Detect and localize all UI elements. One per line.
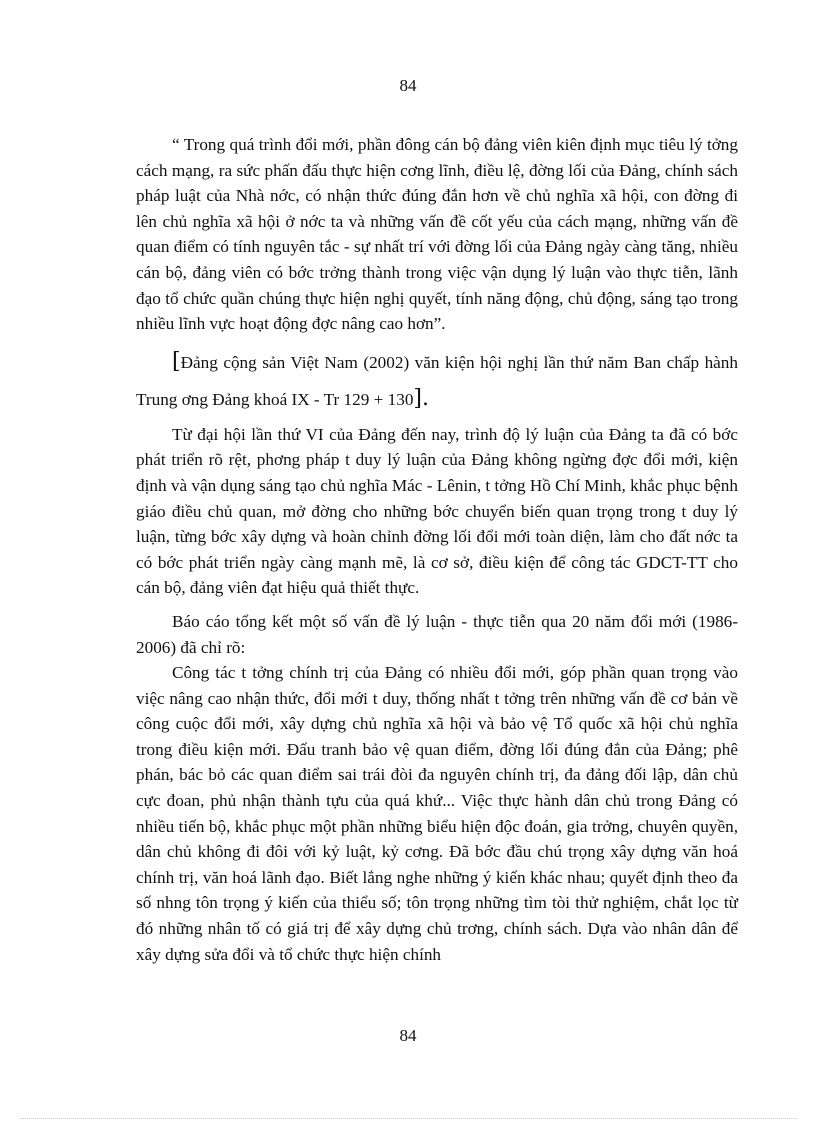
body-paragraph-4: Công tác t tởng chính trị của Đảng có nhiều đổi mới, góp phần quan trọng vào việc nâng cao nhận thức, đổi mới t duy, thống nhất t tởng trên những vấn đề cơ bản về công cuộc đổi mới, xây dựng chủ nghĩa xã hội và bảo vệ Tổ quốc xã hội chủ nghĩa trong điều kiện mới. Đấu tranh bảo vệ quan điểm, đờng lối đúng đắn của Đảng; phê phán, bác bỏ các quan điểm sai trái đòi đa nguyên chính trị, đa đảng đối lập, dân chủ cực đoan, phủ nhận thành tựu của quá khứ... Việc thực hành dân chủ trong Đảng có nhiều tiến bộ, khắc phục một phần những biểu hiện độc đoán, gia trởng, chuyên quyền, dân chủ không đi đôi với kỷ luật, kỷ cơng. Đã bớc đầu chú trọng xây dựng văn hoá chính trị, văn hoá lãnh đạo. Biết lắng nghe những ý kiến khác nhau; quyết định theo đa số nhng tôn trọng ý kiến của thiểu số; tôn trọng những tìm tòi thử nghiệm, chắt lọc từ đó những nhân tố có giá trị để xây dựng chủ trơng, chính sách. Dựa vào nhân dân để xây dựng sửa đổi và tổ chức thực hiện chính xyxy=(136,663,738,964)
citation-open-bracket: [ xyxy=(172,348,181,374)
page-divider xyxy=(20,1118,796,1119)
page-number-bottom: 84 xyxy=(399,1026,417,1045)
quote-paragraph: “ Trong quá trình đổi mới, phần đông cán bộ đảng viên kiên định mục tiêu lý tởng cách mạng, ra sức phấn đấu thực hiện cơng lĩnh, điều lệ, đờng lối của Đảng, chính sách pháp luật của Nhà nớc, có nhận thức đúng đắn hơn về chủ nghĩa xã hội, con đờng đi lên chủ nghĩa xã hội ở nớc ta và những vấn đề cốt yếu của cách mạng, những vấn đề quan điểm có tính nguyên tắc - sự nhất trí với đờng lối của Đảng ngày càng tăng, nhiều cán bộ, đảng viên có bớc trởng thành trong việc vận dụng lý luận vào thực tiễn, lãnh đạo tổ chức quần chúng thực hiện nghị quyết, tính năng động, chủ động, sáng tạo trong nhiều lĩnh vực hoạt động đợc nâng cao hơn”. xyxy=(136,135,738,334)
document-body xyxy=(136,132,738,967)
body-paragraph-3: Báo cáo tổng kết một số vấn đề lý luận - thực tiễn qua 20 năm đổi mới (1986-2006) đã chỉ rõ: xyxy=(136,611,738,657)
citation-text: Đảng cộng sản Việt Nam (2002) văn kiện hội nghị lần thứ năm Ban chấp hành Trung ơng Đảng khoá IX - Tr 129 + 130 xyxy=(136,352,738,409)
citation-close-bracket: ]. xyxy=(413,385,429,411)
page-number-top: 84 xyxy=(399,76,417,95)
citation-paragraph xyxy=(136,344,738,418)
body-paragraph-2: Từ đại hội lần thứ VI của Đảng đến nay, trình độ lý luận của Đảng ta đã có bớc phát triển rõ rệt, phơng pháp t duy lý luận của Đảng không ngừng đợc đổi mới, kiện định và vận dụng sáng tạo chủ nghĩa Mác - Lênin, t tởng Hồ Chí Minh, khắc phục bệnh giáo điều chủ quan, mở đờng cho những bớc chuyển biến quan trọng trong t duy lý luận, từng bớc xây dựng và hoàn chỉnh đờng lối đổi mới toàn diện, làm cho đất nớc ta có bớc phát triển ngày càng mạnh mẽ, là cơ sở, điều kiện để công tác GDCT-TT cho cán bộ, đảng viên đạt hiệu quả thiết thực. xyxy=(136,424,738,598)
